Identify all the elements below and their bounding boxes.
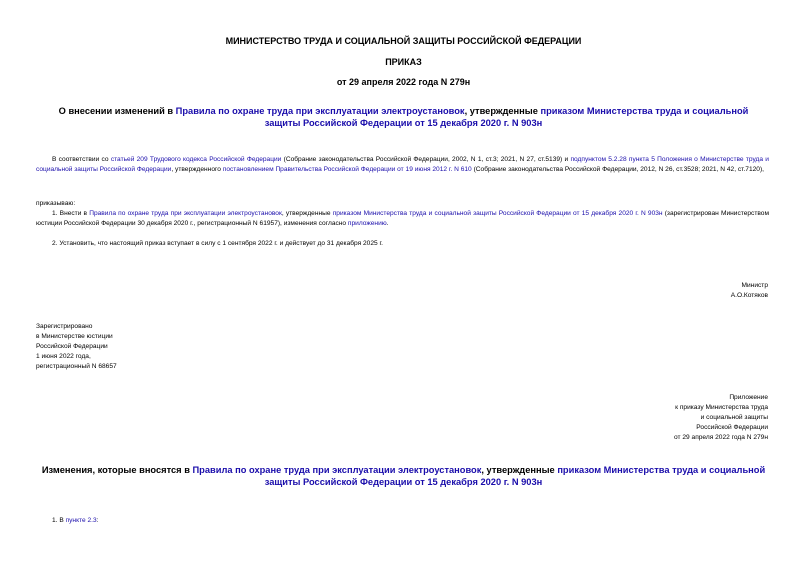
registration-line-4: 1 июня 2022 года, — [36, 353, 91, 360]
changes-title — [34, 464, 773, 488]
registration-line-5: регистрационный N 68657 — [36, 363, 117, 370]
link-changes-order-903n[interactable]: приказом Министерства труда и социальной защиты Российской Федерации от 15 декабря 2020 г. N 903н — [264, 465, 766, 487]
item-1-text-2: , утвержденные — [281, 210, 333, 217]
link-resolution-610[interactable]: постановлением Правительства Российской Федерации от 19 июня 2012 г. N 610 — [222, 166, 472, 173]
registration-block — [36, 322, 117, 372]
appendix-block — [540, 393, 768, 443]
preamble-text-2: (Собрание законодательства Российской Федерации, 2002, N 1, ст.3; 2021, N 27, ст.5139) и — [281, 156, 571, 163]
link-subparagraph-5-2-28[interactable]: подпунктом 5.2.28 пункта 5 Положения о Министерстве труда и социальной защиты Российской Федерации — [36, 156, 769, 173]
link-article-209[interactable]: статьей 209 Трудового кодекса Российской Федерации — [110, 156, 282, 163]
link-appendix[interactable]: приложению — [347, 220, 387, 227]
appendix-line-1: Приложение — [729, 394, 768, 401]
doc-title-pre: О внесении изменений в — [58, 106, 176, 116]
link-item1-order-903n[interactable]: приказом Министерства труда и социальной защиты Российской Федерации от 15 декабря 2020 г. N 903н — [332, 210, 663, 217]
signature-block — [560, 281, 768, 301]
link-paragraph-2-3[interactable]: пункте 2.3 — [65, 517, 97, 524]
preamble-text-1: В соответствии со — [52, 156, 111, 163]
item-1-text-4: . — [386, 220, 389, 227]
registration-line-1: Зарегистрировано — [36, 323, 93, 330]
item-2-paragraph: 2. Установить, что настоящий приказ вступает в силу с 1 сентября 2022 г. и действует до 31 декабря 2025 г. — [52, 240, 383, 247]
item-1-paragraph — [36, 209, 769, 229]
doc-title — [40, 105, 767, 129]
signature-name: А.О.Котяков — [730, 292, 768, 299]
link-item1-rules[interactable]: Правила по охране труда при эксплуатации электроустановок — [89, 210, 282, 217]
registration-line-3: Российской Федерации — [36, 343, 108, 350]
appendix-line-2: к приказу Министерства труда — [675, 404, 768, 411]
preamble-text-4: (Собрание законодательства Российской Федерации, 2012, N 26, ст.3528; 2021, N 42, ст.7120), — [471, 166, 764, 173]
change-1-paragraph — [52, 516, 99, 526]
preamble-paragraph — [36, 155, 769, 175]
link-changes-rules[interactable]: Правила по охране труда при эксплуатации электроустановок — [192, 465, 482, 475]
item-1-text-3: (зарегистрирован Министерством юстиции Российской Федерации 30 декабря 2020 г., регистрационный N 61957), изменения согласно — [36, 210, 769, 227]
change-1-pre: 1. В — [52, 517, 66, 524]
appendix-line-3: и социальной защиты — [700, 414, 768, 421]
order-word: приказываю: — [36, 200, 76, 207]
signature-position: Министр — [741, 282, 768, 289]
preamble-text-3: , утвержденного — [171, 166, 223, 173]
change-1-post: : — [96, 517, 99, 524]
item-1-text-1: 1. Внести в — [52, 210, 90, 217]
link-order-903n[interactable]: приказом Министерства труда и социальной защиты Российской Федерации от 15 декабря 2020 г. N 903н — [264, 106, 749, 128]
doc-date-number: от 29 апреля 2022 года N 279н — [336, 77, 471, 87]
changes-title-mid: , утвержденные — [481, 465, 558, 475]
appendix-line-5: от 29 апреля 2022 года N 279н — [673, 434, 768, 441]
ministry-heading: МИНИСТЕРСТВО ТРУДА И СОЦИАЛЬНОЙ ЗАЩИТЫ РОССИЙСКОЙ ФЕДЕРАЦИИ — [225, 36, 582, 46]
doc-type-heading: ПРИКАЗ — [385, 57, 422, 67]
appendix-line-4: Российской Федерации — [696, 424, 768, 431]
doc-title-mid: , утвержденные — [464, 106, 541, 116]
changes-title-pre: Изменения, которые вносятся в — [41, 465, 193, 475]
link-rules[interactable]: Правила по охране труда при эксплуатации электроустановок — [175, 106, 465, 116]
registration-line-2: в Министерстве юстиции — [36, 333, 113, 340]
